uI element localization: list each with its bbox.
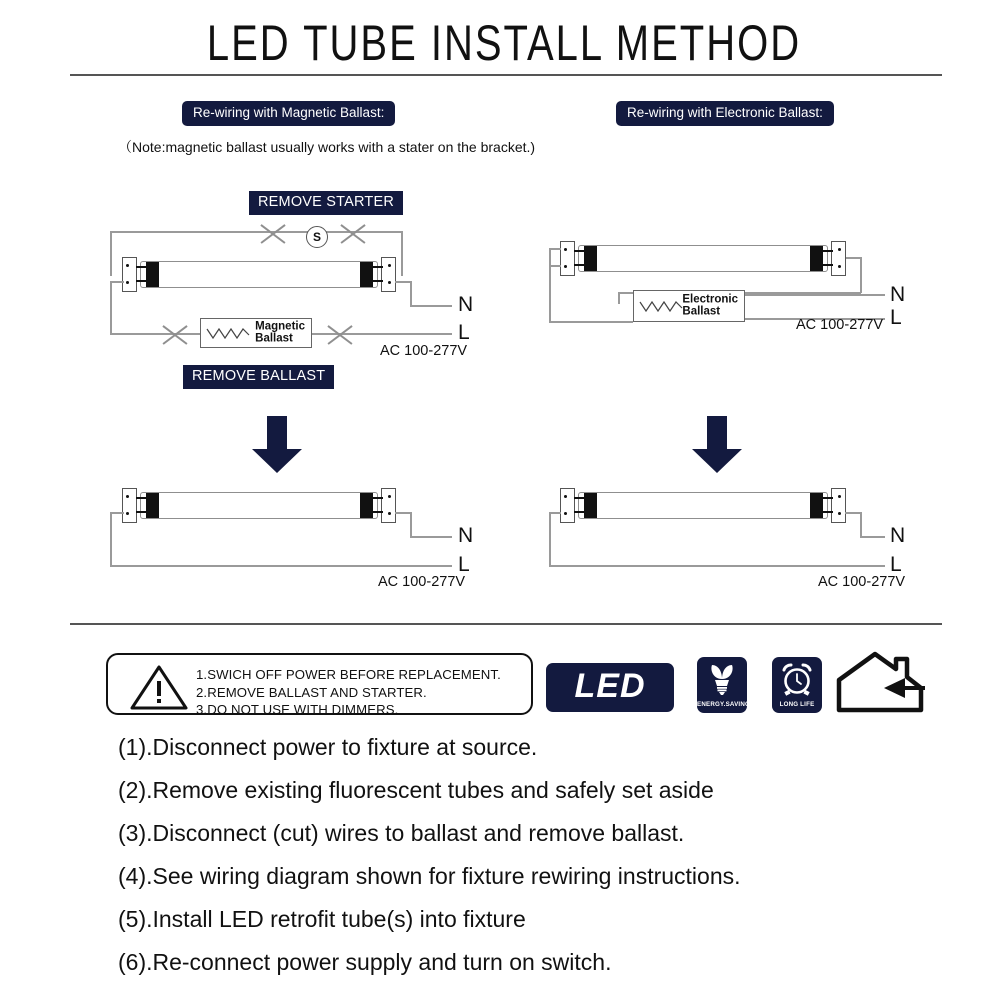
- warning-line-2: 2.REMOVE BALLAST AND STARTER.: [196, 684, 427, 700]
- socket-dot-left-bottom: [126, 281, 129, 284]
- lamp-socket-right: [381, 257, 396, 292]
- lamp-socket-left: [560, 488, 575, 523]
- voltage-label: AC 100-277V: [796, 317, 884, 333]
- socket-dot-left-top: [126, 264, 129, 267]
- divider-top: [70, 74, 942, 76]
- wire-right-down: [410, 512, 412, 537]
- page-title: LED TUBE INSTALL METHOD: [206, 16, 802, 71]
- warning-text: [196, 666, 501, 719]
- socket-pin-right-bottom: [372, 280, 383, 282]
- socket-pin-left-top: [136, 266, 147, 268]
- socket-dot-right-bottom: [388, 281, 391, 284]
- wire-left-to-ballast: [549, 321, 633, 323]
- lamp-socket-right: [381, 488, 396, 523]
- socket-pin-left-top: [574, 250, 585, 252]
- socket-pin-left-top: [136, 497, 147, 499]
- wire-left-socket-out: [549, 512, 561, 514]
- instruction-step: (4).See wiring diagram shown for fixture rewiring instructions.: [118, 863, 741, 889]
- led-badge: LED: [546, 663, 674, 712]
- warning-line-1: 1.SWICH OFF POWER BEFORE REPLACEMENT.: [196, 667, 501, 682]
- wire-ballast-top-drop: [618, 292, 620, 304]
- fluorescent-tube: [140, 261, 378, 288]
- wire-left-down: [549, 512, 551, 566]
- neutral-label: N: [890, 524, 906, 547]
- socket-dot-right-bottom: [388, 512, 391, 515]
- wire-left-socket-to-down: [110, 281, 124, 283]
- wire-right-down: [860, 512, 862, 537]
- socket-dot-right-top: [838, 248, 841, 251]
- ballast-label-line1: Magnetic: [255, 320, 305, 333]
- socket-pin-left-bottom: [136, 511, 147, 513]
- lamp-socket-left: [560, 241, 575, 276]
- warning-triangle-icon: [130, 665, 188, 710]
- wire-n-rail: [410, 305, 452, 307]
- voltage-label: AC 100-277V: [378, 574, 466, 590]
- energy-saving-label: ENERGY.SAVING: [697, 701, 751, 708]
- coil-icon: [206, 325, 252, 341]
- magnetic-ballast-note: （Note:magnetic ballast usually works with a stater on the bracket.): [118, 139, 536, 155]
- divider-middle: [70, 623, 942, 625]
- led-tube: [140, 492, 378, 519]
- socket-pin-left-bottom: [574, 264, 585, 266]
- ballast-label-line2: Ballast: [255, 333, 293, 345]
- remove-starter-label: REMOVE STARTER: [249, 191, 403, 215]
- wire-l-rail: [549, 565, 885, 567]
- line-label: L: [458, 321, 470, 344]
- voltage-label: AC 100-277V: [380, 343, 468, 359]
- socket-dot-left-top: [564, 248, 567, 251]
- wire-right-down: [860, 257, 862, 293]
- instruction-step: (6).Re-connect power supply and turn on switch.: [118, 949, 612, 975]
- energy-saving-leaf-bulb-icon: [708, 662, 736, 698]
- wire-left-socket-top-out: [549, 248, 561, 250]
- heading-electronic-ballast: Re-wiring with Electronic Ballast:: [616, 101, 834, 126]
- electronic-ballast-box: [633, 290, 745, 322]
- warning-box: [106, 653, 533, 718]
- wire-right-socket-to-down: [395, 281, 411, 283]
- cut-mark-ballast-left: [160, 323, 190, 345]
- socket-dot-left-bottom: [564, 265, 567, 268]
- wire-left-down-to-line: [110, 281, 112, 333]
- led-tube: [578, 492, 828, 519]
- home-install-house-icon: [833, 650, 929, 716]
- starter-symbol: S: [306, 226, 328, 248]
- instruction-step: (3).Disconnect (cut) wires to ballast and remove ballast.: [118, 820, 685, 846]
- electronic-ballast-text: [682, 294, 738, 319]
- tube-endcap-left: [584, 246, 597, 271]
- socket-pin-right-top: [372, 497, 383, 499]
- wire-n-rail: [745, 294, 885, 296]
- wire-right-socket-out: [845, 512, 861, 514]
- magnetic-ballast-box: [200, 318, 312, 348]
- socket-dot-left-bottom: [126, 512, 129, 515]
- instruction-step: (2).Remove existing fluorescent tubes and safely set aside: [118, 777, 714, 803]
- socket-pin-right-top: [822, 250, 833, 252]
- lamp-socket-left: [122, 257, 137, 292]
- socket-pin-right-bottom: [372, 511, 383, 513]
- instruction-step: (1).Disconnect power to fixture at source.: [118, 734, 538, 760]
- cut-mark-ballast-right: [325, 323, 355, 345]
- remove-ballast-label: REMOVE BALLAST: [183, 365, 334, 389]
- wire-left-down: [110, 512, 112, 566]
- line-label: L: [890, 306, 902, 329]
- socket-dot-right-top: [838, 495, 841, 498]
- tube-endcap-left: [584, 493, 597, 518]
- wire-right-vertical: [401, 231, 403, 276]
- cut-mark-starter-left: [258, 222, 288, 244]
- lamp-socket-right: [831, 241, 846, 276]
- magnetic-ballast-text: [255, 321, 305, 346]
- long-life-badge: [772, 657, 822, 713]
- socket-dot-right-top: [388, 495, 391, 498]
- socket-dot-left-top: [126, 495, 129, 498]
- socket-dot-left-bottom: [564, 512, 567, 515]
- energy-saving-badge: [697, 657, 751, 713]
- voltage-label: AC 100-277V: [818, 574, 906, 590]
- neutral-label: N: [458, 524, 474, 547]
- socket-pin-left-bottom: [574, 511, 585, 513]
- long-life-label: LONG LIFE: [779, 701, 815, 708]
- ballast-label-line1: Electronic: [682, 293, 738, 306]
- neutral-label: N: [890, 283, 906, 306]
- down-arrow-left-icon: [250, 416, 304, 474]
- lamp-socket-left: [122, 488, 137, 523]
- socket-pin-right-top: [822, 497, 833, 499]
- socket-dot-right-bottom: [838, 265, 841, 268]
- wire-right-socket-out: [395, 512, 411, 514]
- socket-pin-right-top: [372, 266, 383, 268]
- instruction-step: (5).Install LED retrofit tube(s) into fixture: [118, 906, 526, 932]
- lamp-socket-right: [831, 488, 846, 523]
- tube-endcap-left: [146, 493, 159, 518]
- line-label: L: [890, 553, 902, 576]
- cut-mark-starter-right: [338, 222, 368, 244]
- warning-line-3: 3.DO NOT USE WITH DIMMERS.: [196, 702, 399, 718]
- wire-right-down-to-n: [410, 281, 412, 306]
- ballast-label-line2: Ballast: [682, 306, 721, 318]
- neutral-label: N: [458, 293, 474, 316]
- fluorescent-tube: [578, 245, 828, 272]
- socket-pin-left-bottom: [136, 280, 147, 282]
- socket-dot-left-top: [564, 495, 567, 498]
- down-arrow-right-icon: [690, 416, 744, 474]
- wire-left-socket-bottom-out: [549, 265, 561, 267]
- tube-endcap-left: [146, 262, 159, 287]
- wire-n-rail: [860, 536, 885, 538]
- wire-n-rail: [410, 536, 452, 538]
- wire-l-rail: [110, 565, 452, 567]
- line-label: L: [458, 553, 470, 576]
- coil-icon: [639, 298, 685, 314]
- socket-pin-left-top: [574, 497, 585, 499]
- socket-pin-right-bottom: [822, 511, 833, 513]
- socket-dot-right-bottom: [838, 512, 841, 515]
- socket-dot-right-top: [388, 264, 391, 267]
- long-life-alarm-clock-icon: [780, 662, 814, 698]
- wire-left-vertical: [110, 231, 112, 276]
- socket-pin-right-bottom: [822, 264, 833, 266]
- instruction-list: [118, 736, 918, 994]
- wire-left-down: [549, 248, 551, 322]
- heading-magnetic-ballast: Re-wiring with Magnetic Ballast:: [182, 101, 395, 126]
- wire-left-socket-out: [110, 512, 124, 514]
